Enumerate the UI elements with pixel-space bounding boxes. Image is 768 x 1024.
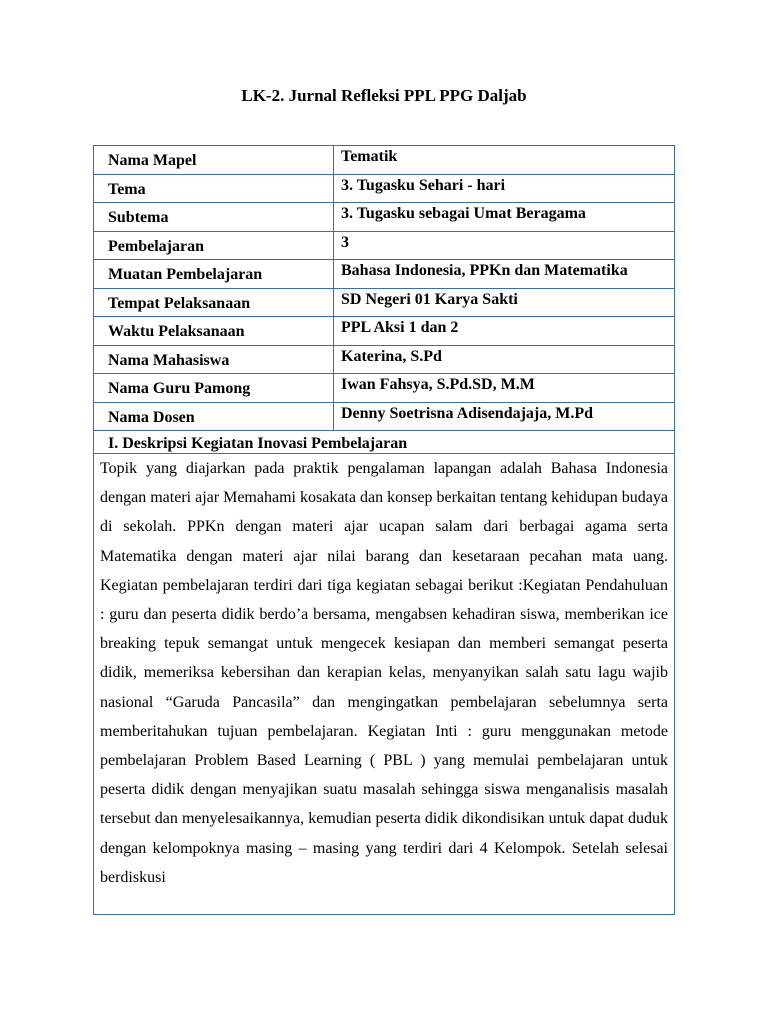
row-value: Iwan Fahsya, S.Pd.SD, M.M — [334, 374, 675, 403]
section-heading-row — [94, 431, 675, 454]
table-row — [94, 174, 675, 203]
row-label: Tempat Pelaksanaan — [94, 288, 334, 317]
row-label: Nama Mahasiswa — [94, 345, 334, 374]
row-label: Pembelajaran — [94, 231, 334, 260]
row-label: Nama Dosen — [94, 402, 334, 431]
row-value: Bahasa Indonesia, PPKn dan Matematika — [334, 260, 675, 289]
table-row — [94, 374, 675, 403]
row-value: 3 — [334, 231, 675, 260]
table-row — [94, 288, 675, 317]
row-value: Katerina, S.Pd — [334, 345, 675, 374]
table-row — [94, 260, 675, 289]
table-row — [94, 203, 675, 232]
row-value: PPL Aksi 1 dan 2 — [334, 317, 675, 346]
section-heading: I. Deskripsi Kegiatan Inovasi Pembelajaran — [94, 431, 675, 454]
row-value: Tematik — [334, 146, 675, 175]
row-label: Waktu Pelaksanaan — [94, 317, 334, 346]
table-row — [94, 231, 675, 260]
row-label: Subtema — [94, 203, 334, 232]
table-row — [94, 345, 675, 374]
page-title: LK-2. Jurnal Refleksi PPL PPG Daljab — [241, 86, 527, 105]
section-body-cell — [94, 454, 675, 915]
row-label: Nama Mapel — [94, 146, 334, 175]
row-value: 3. Tugasku sebagai Umat Beragama — [334, 203, 675, 232]
table-row — [94, 402, 675, 431]
row-label: Tema — [94, 174, 334, 203]
info-table — [93, 145, 675, 915]
row-value: SD Negeri 01 Karya Sakti — [334, 288, 675, 317]
table-row — [94, 146, 675, 175]
row-value: 3. Tugasku Sehari - hari — [334, 174, 675, 203]
row-value: Denny Soetrisna Adisendajaja, M.Pd — [334, 402, 675, 431]
row-label: Muatan Pembelajaran — [94, 260, 334, 289]
section-body-row — [94, 454, 675, 915]
section-body-text: Topik yang diajarkan pada praktik pengalaman lapangan adalah Bahasa Indonesia dengan materi ajar Memahami kosakata dan konsep berkaitan tentang kehidupan budaya di sekolah. PPKn dengan materi ajar ucapan salam dari berbagai agama serta Matematika dengan materi ajar nilai barang dan kesetaraan pecahan mata uang. Kegiatan pembelajaran terdiri dari tiga kegiatan sebagai berikut :Kegiatan Pendahuluan : guru dan peserta didik berdo’a bersama, mengabsen kehadiran siswa, memberikan ice breaking tepuk semangat untuk mengecek kesiapan dan memberi semangat peserta didik, memeriksa kebersihan dan kerapian kelas, menyanyikan salah satu lagu wajib nasional “Garuda Pancasila” dan mengingatkan pembelajaran sebelumnya serta memberitahukan tujuan pembelajaran. Kegiatan Inti : guru menggunakan metode pembelajaran Problem Based Learning ( PBL ) yang memulai pembelajaran untuk peserta didik dengan menyajikan suatu masalah sehingga siswa menganalisis masalah tersebut dan menyelesaikannya, kemudian peserta didik dikondisikan untuk dapat duduk dengan kelompoknya masing – masing yang terdiri dari 4 Kelompok. Setelah selesai berdiskusi — [100, 460, 668, 886]
table-row — [94, 317, 675, 346]
row-label: Nama Guru Pamong — [94, 374, 334, 403]
